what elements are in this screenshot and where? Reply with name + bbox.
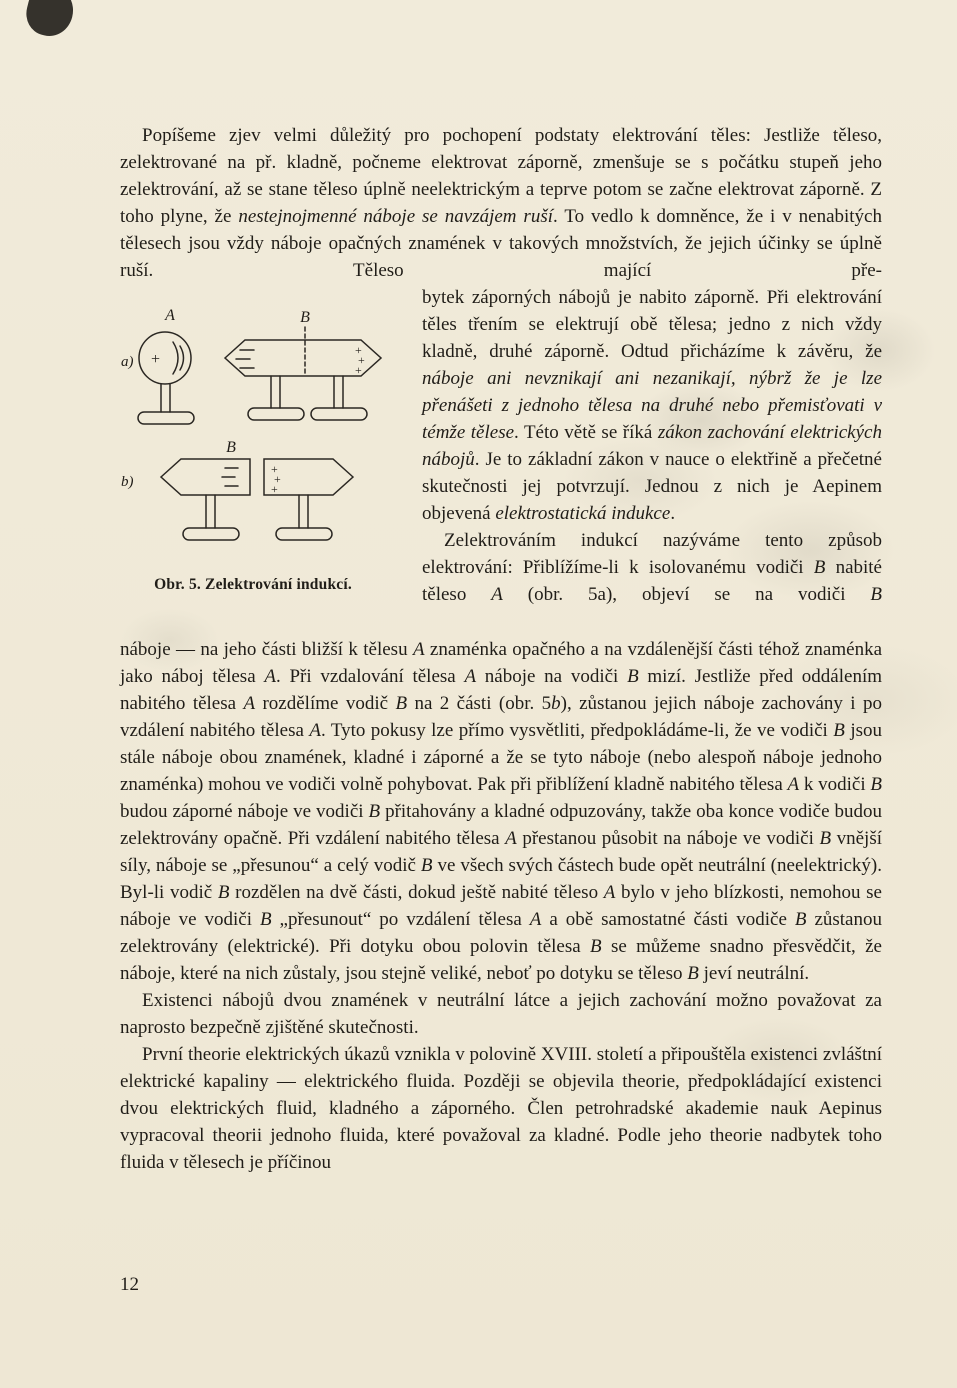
label-row-a: a) bbox=[121, 354, 134, 370]
label-row-b: b) bbox=[121, 474, 134, 490]
charge-hatch-arc bbox=[180, 346, 184, 370]
conductor-left-half bbox=[161, 459, 250, 495]
stand-base bbox=[311, 408, 367, 420]
stand-base bbox=[276, 528, 332, 540]
figure-caption: Obr. 5. Zelektrování indukcí. bbox=[154, 576, 352, 593]
plus-sign: + bbox=[271, 462, 278, 476]
stand-column bbox=[206, 495, 215, 528]
plus-sign: + bbox=[355, 363, 362, 377]
paragraph-fluid-theories: První theorie elektrických úkazů vznikla v polovině XVIII. století a připouštěla existenci zvláštní elektrické kapaliny — elektrického fluida. Později se objevila theorie, předpokládající existenci dvou elektrických fluid, kladného a záporného. Člen petrohradské akademie nauk Aepinus vypracoval theorii jednoho fluida, které považoval za kladné. Podle jeho theorie nadbytek toho fluida v tělesech je příčinou bbox=[120, 1044, 882, 1173]
plus-sign: + bbox=[355, 343, 362, 357]
stand-base bbox=[248, 408, 304, 420]
plus-sign: + bbox=[151, 351, 161, 368]
charge-hatch-arc bbox=[173, 342, 178, 374]
paragraph-charge-existence: Existenci nábojů dvou znamének v neutrální látce a jejich zachování možno považovat za naprosto bezpečně zjištěné skutečnosti. bbox=[120, 990, 882, 1038]
label-body-a: A bbox=[165, 307, 175, 324]
page-number: 12 bbox=[120, 1274, 139, 1295]
plus-sign: + bbox=[274, 472, 281, 486]
figure-obr-5 bbox=[113, 300, 413, 560]
plus-sign: + bbox=[271, 482, 278, 496]
stand-column bbox=[334, 376, 343, 408]
paragraph-induction: Zelektrováním indukcí nazýváme tento způsob elektrování: Přiblížíme-li k isolovanému vodiči B nabité těleso A (obr. 5a), objeví se na vodiči B bbox=[422, 530, 883, 605]
minus-charge-marks bbox=[222, 468, 238, 486]
stand-column bbox=[271, 376, 280, 408]
stand-column bbox=[161, 384, 170, 412]
label-conductor-b: B bbox=[300, 309, 310, 326]
label-b-parts: B bbox=[226, 439, 236, 456]
paragraph-intro-continued: bytek záporných nábojů je nabito záporně. Při elektrování těles třením se elektrují obě tělesa; jedno z nich vždy kladně, druhé záporně. Odtud přicházíme k závěru, že náboje ani nevznikají ani nezanikají, nýbrž že je lze přenášeti z jednoho tělesa na druhé nebo přemisťovati v témže tělese. Této větě se říká zákon zachování elektrických nábojů. Je to základní zákon v nauce o elektřině a přečetné skutečnosti jej potvrzují. Jednou z nich je Aepinem objevená elektrostatická indukce. bbox=[422, 287, 882, 524]
minus-charge-marks bbox=[236, 350, 254, 368]
stand-column bbox=[299, 495, 308, 528]
paragraph-intro: Popíšeme zjev velmi důležitý pro pochopení podstaty elektrování těles: Jestliže těleso, zelektrované na př. kladně, počneme elektrovat záporně, zmenšuje se s počátku stupeň jeho zelektrování, až se stane těleso úplně neelektrickým a teprve potom se začne elektrovat záporně. Z toho plyne, že nestejnojmenné náboje se navzájem ruší. To vedlo k domněnce, že i v nenabitých tělesech jsou vždy náboje opačných znamének v takových množstvích, že jejich účinky se úplně ruší. Těleso mající pře- bbox=[120, 125, 882, 281]
text-column bbox=[120, 122, 882, 1176]
plus-sign: + bbox=[358, 353, 365, 367]
scan-smudge bbox=[22, 0, 79, 41]
stand-base bbox=[183, 528, 239, 540]
paragraph-induction-continued: náboje — na jeho části bližší k tělesu A znaménka opačného a na vzdálenější části téhož znaménka jako náboj tělesa A. Při vzdalování tělesa A náboje na vodiči B mizí. Jestliže před oddálením nabitého tělesa A rozdělíme vodič B na 2 části (obr. 5b), zůstanou jejich náboje zachovány i po vzdálení nabitého tělesa A. Tyto pokusy lze přímo vysvětliti, předpokládáme-li, že ve vodiči B jsou stále náboje obou znamének, kladné i záporné a že se tyto náboje (nebo alespoň náboje jednoho znaménka) mohou ve vodiči volně pohybovat. Pak při přiblížení kladně nabitého tělesa A k vodiči B budou záporné náboje ve vodiči B přitahovány a kladné odpuzovány, takže oba konce vodiče budou zelektrovány opačně. Při vzdálení nabitého tělesa A přestanou působit na náboje ve vodiči B vnější síly, náboje se „přesunou“ a celý vodič B ve všech svých částech bude opět neutrální (neelektrický). Byl-li vodič B rozdělen na dvě části, dokud ještě nabité těleso A bylo v jeho blízkosti, nemohou se náboje ve vodiči B „přesunout“ po vzdálení tělesa A a obě samostatné části vodiče B zůstanou zelektrovány (elektrické). Při dotyku obou polovin tělesa B se můžeme snadno přesvědčit, že náboje, které na nich zůstaly, jsou stejně veliké, neboť po dotyku se těleso B jeví neutrální. bbox=[120, 639, 883, 984]
stand-base bbox=[138, 412, 194, 424]
